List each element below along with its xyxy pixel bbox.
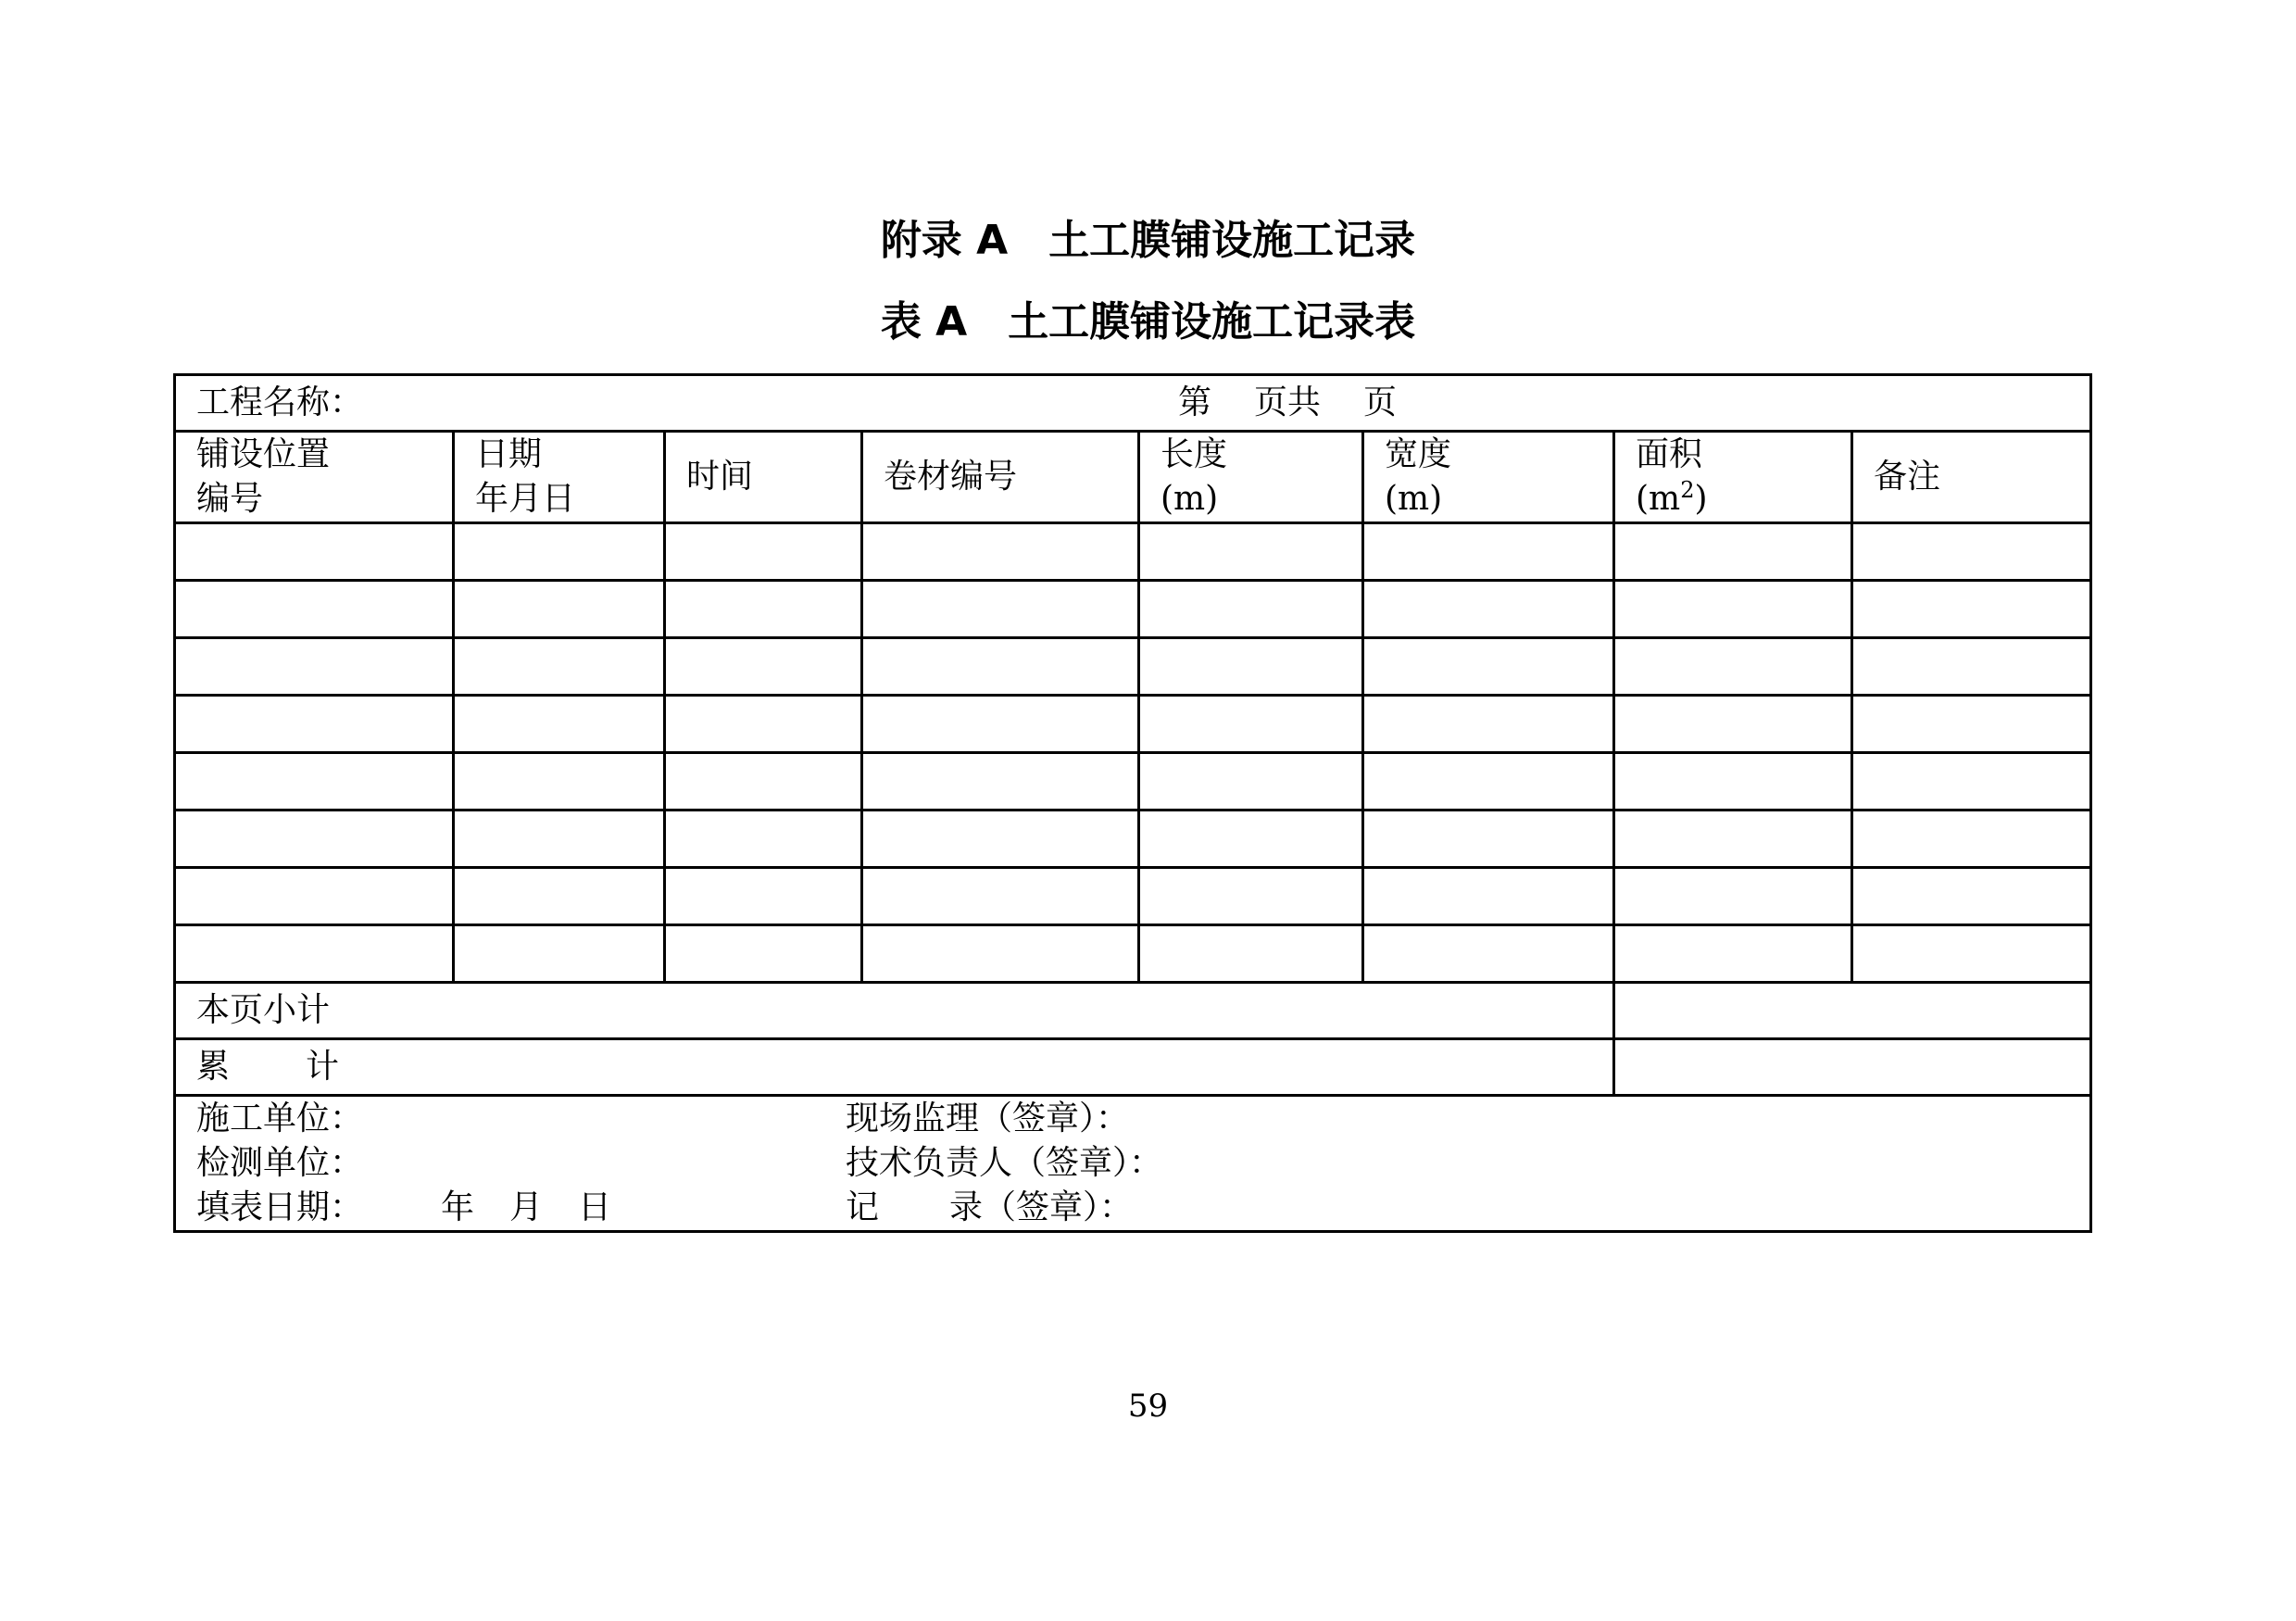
header-time: 时间	[665, 432, 862, 523]
recorder-label-part2: 录（签章）：	[949, 1188, 1134, 1226]
cell-roll-number[interactable]	[862, 810, 1139, 868]
page-label-di: 第	[1178, 383, 1212, 421]
cell-length[interactable]	[1139, 810, 1363, 868]
table-title	[0, 293, 2296, 352]
cell-length[interactable]	[1139, 581, 1363, 638]
header-date	[454, 432, 665, 523]
header-position-line2: 编号	[196, 480, 264, 518]
construction-unit-label: 施工单位：	[196, 1100, 364, 1137]
appendix-title	[0, 211, 2296, 270]
cell-remarks[interactable]	[1852, 523, 2091, 581]
construction-record-table	[173, 373, 2092, 1233]
cell-time[interactable]	[665, 925, 862, 983]
cell-time[interactable]	[665, 638, 862, 696]
project-row	[175, 375, 2091, 432]
cell-remarks[interactable]	[1852, 638, 2091, 696]
header-width	[1363, 432, 1614, 523]
cell-area[interactable]	[1614, 523, 1852, 581]
header-roll-number: 卷材编号	[862, 432, 1139, 523]
page-subtotal-label: 本页小计	[175, 983, 1614, 1039]
cell-time[interactable]	[665, 523, 862, 581]
cell-width[interactable]	[1363, 810, 1614, 868]
header-length	[1139, 432, 1363, 523]
cell-roll-number[interactable]	[862, 696, 1139, 753]
header-width-line2: (m)	[1385, 480, 1443, 518]
table-row	[175, 753, 2091, 810]
cell-position[interactable]	[175, 753, 454, 810]
cell-width[interactable]	[1363, 868, 1614, 925]
cumulative-label	[175, 1039, 1614, 1096]
cell-remarks[interactable]	[1852, 810, 2091, 868]
header-remarks: 备注	[1852, 432, 2091, 523]
cell-roll-number[interactable]	[862, 638, 1139, 696]
cell-area[interactable]	[1614, 925, 1852, 983]
cell-remarks[interactable]	[1852, 925, 2091, 983]
cell-width[interactable]	[1363, 638, 1614, 696]
table-title-name: 土工膜铺设施工记录表	[1008, 298, 1416, 346]
cell-length[interactable]	[1139, 638, 1363, 696]
cumulative-value[interactable]	[1614, 1039, 2091, 1096]
cell-time[interactable]	[665, 581, 862, 638]
cell-area[interactable]	[1614, 638, 1852, 696]
footer-row	[175, 1096, 2091, 1232]
cell-width[interactable]	[1363, 925, 1614, 983]
table-row	[175, 868, 2091, 925]
cell-position[interactable]	[175, 810, 454, 868]
cell-roll-number[interactable]	[862, 868, 1139, 925]
table-row	[175, 696, 2091, 753]
page-label-ye: 页	[1363, 383, 1398, 421]
cell-area[interactable]	[1614, 810, 1852, 868]
cell-remarks[interactable]	[1852, 868, 2091, 925]
header-area-unit-suffix: )	[1694, 480, 1708, 518]
cumulative-label-part2: 计	[306, 1048, 340, 1086]
cumulative-row	[175, 1039, 2091, 1096]
cell-time[interactable]	[665, 868, 862, 925]
header-area-unit-sup: 2	[1680, 477, 1695, 503]
recorder-line	[846, 1186, 1133, 1230]
year-label: 年	[441, 1188, 475, 1226]
table-title-prefix: 表 A	[880, 298, 968, 346]
cumulative-label-part1: 累	[196, 1048, 231, 1086]
page-subtotal-value[interactable]	[1614, 983, 2091, 1039]
project-name-label: 工程名称：	[196, 383, 364, 421]
header-width-line1: 宽度	[1385, 435, 1452, 473]
cell-position[interactable]	[175, 868, 454, 925]
header-row	[175, 432, 2091, 523]
table-row	[175, 925, 2091, 983]
header-area	[1614, 432, 1852, 523]
cell-position[interactable]	[175, 925, 454, 983]
cell-remarks[interactable]	[1852, 696, 2091, 753]
cell-date[interactable]	[454, 753, 665, 810]
header-position	[175, 432, 454, 523]
header-area-unit-prefix: (m	[1636, 480, 1681, 518]
page-number: 59	[1127, 1388, 1169, 1425]
cell-date[interactable]	[454, 868, 665, 925]
cell-position[interactable]	[175, 638, 454, 696]
page-info	[1178, 381, 1397, 425]
table-row	[175, 810, 2091, 868]
header-date-line2: 年月日	[475, 480, 576, 518]
cell-roll-number[interactable]	[862, 753, 1139, 810]
cell-length[interactable]	[1139, 868, 1363, 925]
cell-roll-number[interactable]	[862, 523, 1139, 581]
cell-position[interactable]	[175, 523, 454, 581]
cell-roll-number[interactable]	[862, 581, 1139, 638]
cell-remarks[interactable]	[1852, 581, 2091, 638]
cell-area[interactable]	[1614, 696, 1852, 753]
header-area-line1: 面积	[1636, 435, 1703, 473]
cell-position[interactable]	[175, 696, 454, 753]
header-date-line1: 日期	[475, 435, 543, 473]
site-supervisor-label: 现场监理（签章）：	[846, 1100, 1130, 1137]
cell-date[interactable]	[454, 523, 665, 581]
footer-cell	[175, 1096, 2091, 1232]
cell-date[interactable]	[454, 638, 665, 696]
cell-width[interactable]	[1363, 696, 1614, 753]
cell-width[interactable]	[1363, 753, 1614, 810]
technical-lead-label: 技术负责人（签章）：	[846, 1144, 1163, 1182]
cell-date[interactable]	[454, 925, 665, 983]
cell-time[interactable]	[665, 696, 862, 753]
page-label-ye-gong: 页共	[1254, 383, 1322, 421]
fill-date-line	[196, 1186, 611, 1230]
cell-position[interactable]	[175, 581, 454, 638]
appendix-title-name: 土工膜铺设施工记录	[1048, 217, 1416, 264]
table-row	[175, 523, 2091, 581]
inspection-unit-label: 检测单位：	[196, 1144, 364, 1182]
header-length-line2: (m)	[1161, 480, 1219, 518]
cell-date[interactable]	[454, 696, 665, 753]
cell-area[interactable]	[1614, 581, 1852, 638]
cell-length[interactable]	[1139, 925, 1363, 983]
month-label: 月	[509, 1188, 544, 1226]
cell-width[interactable]	[1363, 581, 1614, 638]
page-subtotal-row	[175, 983, 2091, 1039]
cell-roll-number[interactable]	[862, 925, 1139, 983]
project-cell	[175, 375, 2091, 432]
recorder-label-part1: 记	[846, 1188, 880, 1226]
header-length-line1: 长度	[1161, 435, 1228, 473]
appendix-title-prefix: 附录 A	[880, 217, 1009, 264]
cell-length[interactable]	[1139, 753, 1363, 810]
cell-remarks[interactable]	[1852, 753, 2091, 810]
table-row	[175, 581, 2091, 638]
cell-length[interactable]	[1139, 696, 1363, 753]
cell-date[interactable]	[454, 581, 665, 638]
day-label: 日	[578, 1188, 612, 1226]
header-position-line1: 铺设位置	[196, 435, 331, 473]
cell-area[interactable]	[1614, 868, 1852, 925]
cell-time[interactable]	[665, 810, 862, 868]
cell-length[interactable]	[1139, 523, 1363, 581]
table-row	[175, 638, 2091, 696]
cell-time[interactable]	[665, 753, 862, 810]
cell-area[interactable]	[1614, 753, 1852, 810]
cell-date[interactable]	[454, 810, 665, 868]
cell-width[interactable]	[1363, 523, 1614, 581]
fill-date-label: 填表日期：	[196, 1188, 364, 1226]
